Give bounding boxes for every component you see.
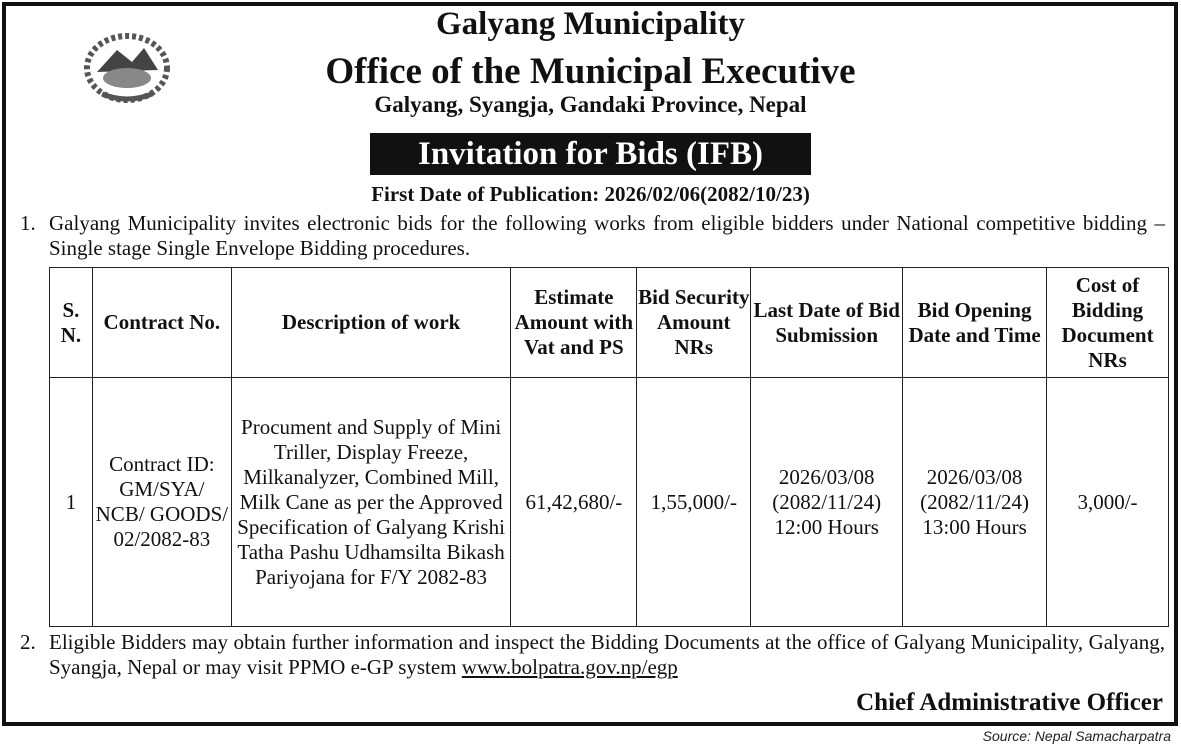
municipality-name: Galyang Municipality <box>436 6 745 42</box>
column-header: Description of work <box>231 268 511 378</box>
contract-no: Contract ID: GM/SYA/ NCB/ GOODS/ 02/2082-83 <box>92 378 231 627</box>
paragraph-number: 2. <box>20 630 36 654</box>
address: Galyang, Syangja, Gandaki Province, Nepal <box>374 92 807 117</box>
publication-date: First Date of Publication: 2026/02/06(2082/10/23) <box>371 182 810 206</box>
column-header: S. N. <box>50 268 93 378</box>
column-header: Contract No. <box>92 268 231 378</box>
bolpatra-link[interactable]: www.bolpatra.gov.np/egp <box>461 655 678 679</box>
opening-date: 2026/03/08 (2082/11/24) 13:00 Hours <box>903 378 1047 627</box>
column-header: Bid Opening Date and Time <box>903 268 1047 378</box>
paragraph-text: Galyang Municipality invites electronic bids for the following works from eligible bidders under National competitive bidding – Single stage Single Envelope Bidding procedures. <box>49 211 1165 260</box>
document-cost: 3,000/- <box>1047 378 1169 627</box>
paragraph-2 <box>20 630 1165 680</box>
table-header-row <box>50 268 1169 378</box>
table-row <box>50 378 1169 627</box>
column-header: Cost of Bidding Document NRs <box>1047 268 1169 378</box>
estimate-amount: 61,42,680/- <box>511 378 637 627</box>
paragraph-1 <box>20 211 1165 261</box>
paragraph-body <box>49 630 1165 680</box>
paragraph-text: Eligible Bidders may obtain further information and inspect the Bidding Documents at the office of Galyang Municipality, Galyang, Syangja, Nepal or may visit PPMO e-GP system <box>49 630 1165 679</box>
signatory: Chief Administrative Officer <box>856 689 1163 716</box>
bid-security: 1,55,000/- <box>637 378 751 627</box>
submission-date: 2026/03/08 (2082/11/24) 12:00 Hours <box>751 378 903 627</box>
column-header: Estimate Amount with Vat and PS <box>511 268 637 378</box>
column-header: Last Date of Bid Submission <box>751 268 903 378</box>
serial-number: 1 <box>50 378 93 627</box>
bid-table <box>49 267 1169 627</box>
source-credit: Source: Nepal Samacharpatra <box>982 728 1171 744</box>
paragraph-number: 1. <box>20 211 36 235</box>
column-header: Bid Security Amount NRs <box>637 268 751 378</box>
notice-title: Invitation for Bids (IFB) <box>370 133 811 175</box>
work-description: Procument and Supply of Mini Triller, Display Freeze, Milkanalyzer, Combined Mill, Milk Cane as per the Approved Specification of Galyang Krishi Tatha Pashu Udhamsilta Bikash Pariyojana for F/Y 2082-83 <box>231 378 511 627</box>
office-name: Office of the Municipal Executive <box>325 51 856 92</box>
